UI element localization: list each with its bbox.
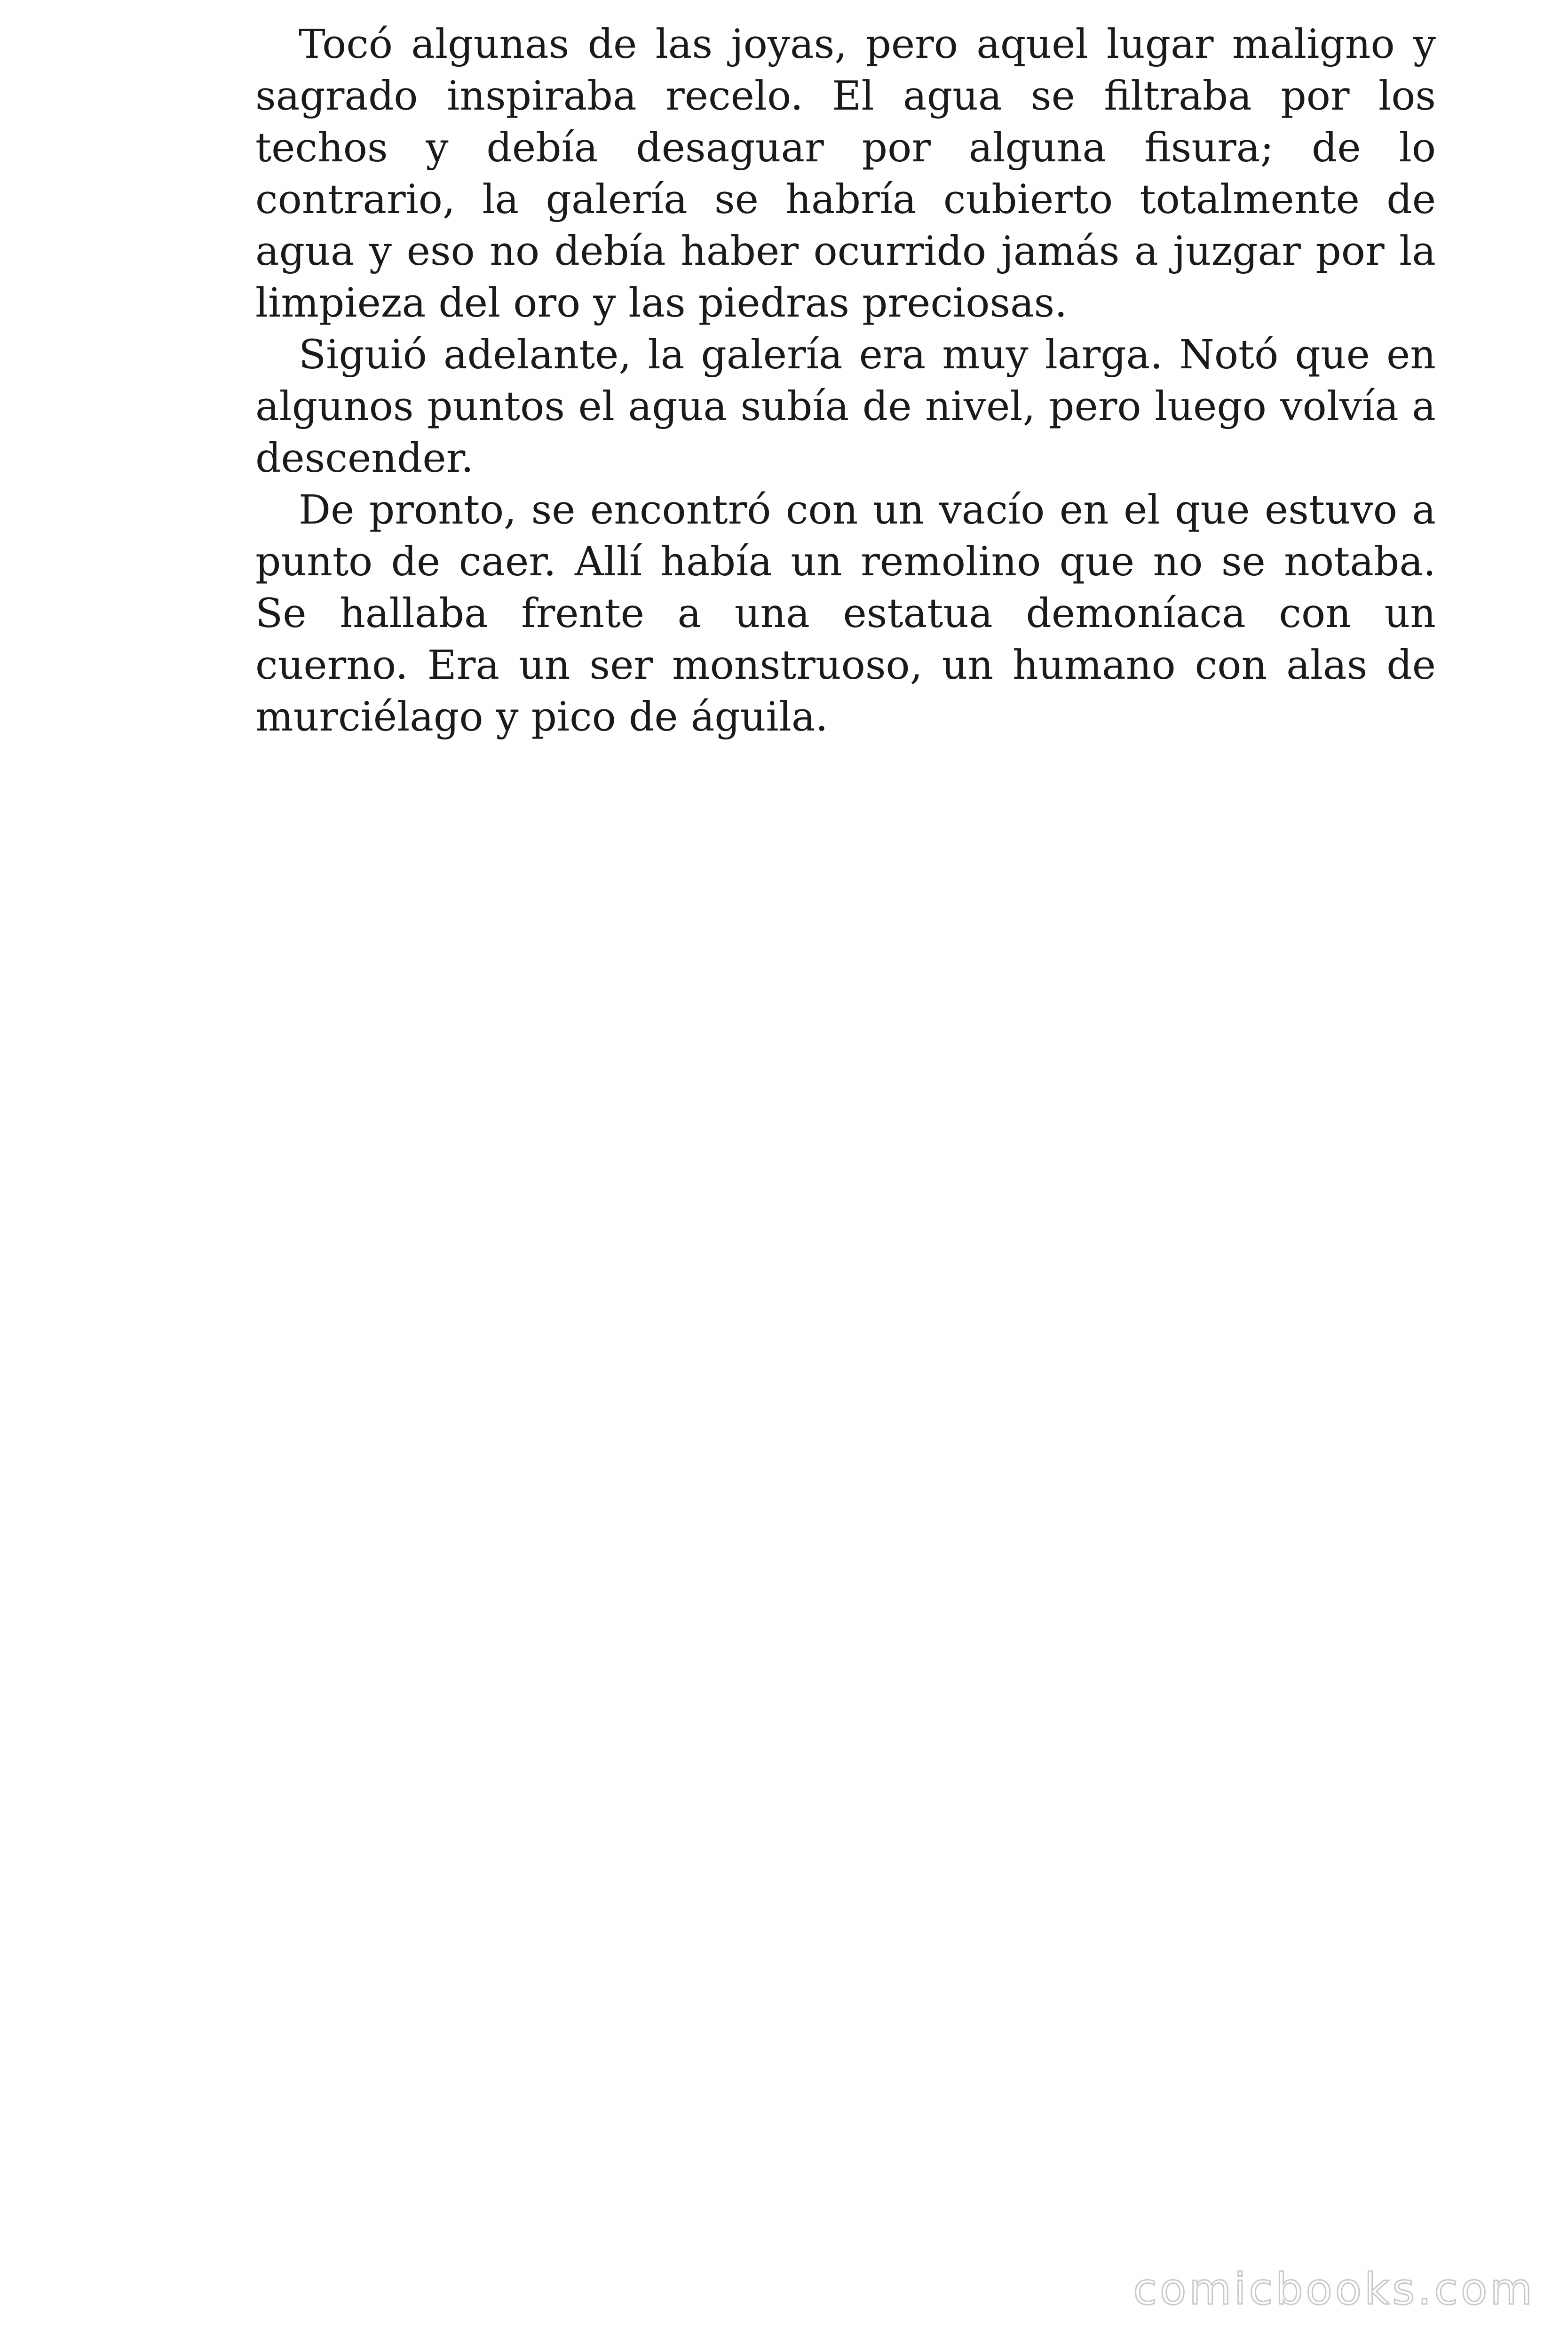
body-text xyxy=(255,19,1436,743)
paragraph: Tocó algunas de las joyas, pero aquel lugar maligno y sagrado inspiraba recelo. El agua se filtraba por los techos y debía desaguar por alguna fisura; de lo contrario, la galería se habría cubierto totalmente de agua y eso no debía haber ocurrido jamás a juzgar por la limpieza del oro y las piedras preciosas. xyxy=(255,21,1436,326)
paragraph: Siguió adelante, la galería era muy larga. Notó que en algunos puntos el agua subía de nivel, pero luego volvía a descender. xyxy=(255,332,1436,482)
watermark: comicbooks.com xyxy=(1133,2264,1535,2314)
paragraph: De pronto, se encontró con un vacío en el que estuvo a punto de caer. Allí había un remolino que no se notaba. Se hallaba frente a una estatua demoníaca con un cuerno. Era un ser monstruoso, un humano con alas de murciélago y pico de águila. xyxy=(255,487,1436,740)
